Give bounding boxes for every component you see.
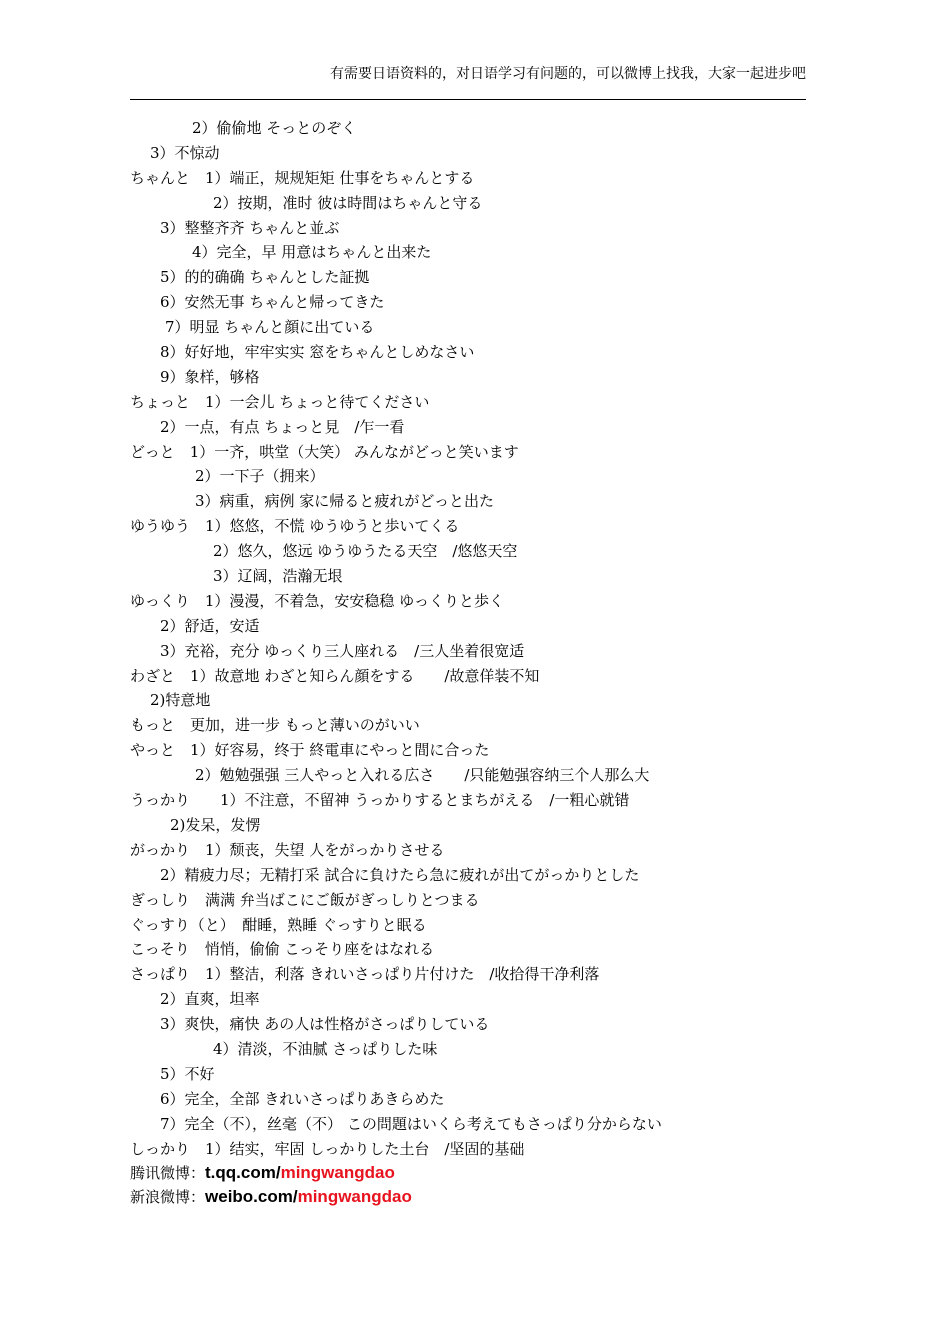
header-rule xyxy=(130,99,806,100)
entry-line: 2）按期，准时 彼は時間はちゃんと守る xyxy=(213,193,483,212)
entry-line: 3）爽快，痛快 あの人は性格がさっぱりしている xyxy=(160,1015,490,1034)
entry-line: 2）舒适，安适 xyxy=(160,616,260,635)
entry-line: 7）明显 ちゃんと顔に出ている xyxy=(165,318,375,337)
entry-line: ちょっと 1）一会儿 ちょっと待てください xyxy=(130,392,430,411)
entry-line: 6）安然无事 ちゃんと帰ってきた xyxy=(160,293,385,312)
entry-line: 3）整整齐齐 ちゃんと並ぶ xyxy=(160,218,340,237)
tencent-weibo-handle[interactable]: mingwangdao xyxy=(280,1163,395,1183)
tencent-weibo-line xyxy=(130,1161,810,1185)
entry-line: 5）的的确确 ちゃんとした証拠 xyxy=(160,268,370,287)
entry-line: 9）象样，够格 xyxy=(160,367,260,386)
header-note: 有需要日语资料的，对日语学习有问题的，可以微博上找我，大家一起进步吧 xyxy=(330,66,806,82)
entry-line: やっと 1）好容易，终于 終電車にやっと間に合った xyxy=(130,741,490,760)
entry-line: 4）清淡，不油腻 さっぱりした味 xyxy=(213,1039,438,1058)
entry-line: 2）悠久，悠远 ゆうゆうたる天空 /悠悠天空 xyxy=(213,542,518,561)
entry-line: 2）勉勉强强 三人やっと入れる広さ /只能勉强容纳三个人那么大 xyxy=(195,766,650,785)
sina-weibo-line xyxy=(130,1185,810,1209)
entry-line: 3）不惊动 xyxy=(150,143,220,162)
entry-line: ぎっしり 满满 弁当ばこにご飯がぎっしりとつまる xyxy=(130,890,480,909)
entry-line: さっぱり 1）整洁，利落 きれいさっぱり片付けた /收拾得干净利落 xyxy=(130,965,600,984)
entry-line: どっと 1）一齐，哄堂（大笑） みんながどっと笑います xyxy=(130,442,519,461)
entry-line: ゆうゆう 1）悠悠，不慌 ゆうゆうと歩いてくる xyxy=(130,517,460,536)
entry-line: 4）完全，早 用意はちゃんと出来た xyxy=(192,243,432,262)
entry-line: がっかり 1）颓丧，失望 人をがっかりさせる xyxy=(130,840,445,859)
sina-weibo-label: 新浪微博： xyxy=(130,1188,206,1207)
sina-weibo-domain[interactable]: weibo.com/ xyxy=(205,1187,298,1207)
entry-line: 3）病重，病例 家に帰ると疲れがどっと出た xyxy=(195,492,495,511)
entry-line: 6）完全，全部 きれいさっぱりあきらめた xyxy=(160,1089,445,1108)
entry-line: こっそり 悄悄，偷偷 こっそり座をはなれる xyxy=(130,940,435,959)
entry-line: 2）偷偷地 そっとのぞく xyxy=(192,119,357,137)
entry-line: もっと 更加，进一步 もっと薄いのがいい xyxy=(130,716,420,735)
tencent-weibo-label: 腾讯微博： xyxy=(130,1164,206,1183)
entry-line: うっかり 1）不注意，不留神 うっかりするとまちがえる /一粗心就错 xyxy=(130,791,630,810)
entry-line: 3）充裕，充分 ゆっくり三人座れる /三人坐着很宽适 xyxy=(160,641,525,660)
entry-line: ちゃんと 1）端正，规规矩矩 仕事をちゃんとする xyxy=(130,168,475,187)
entry-line: ぐっすり（と） 酣睡，熟睡 ぐっすりと眠る xyxy=(130,915,427,934)
entry-line: しっかり 1）结实，牢固 しっかりした土台 /坚固的基础 xyxy=(130,1139,525,1158)
entry-line: 7）完全（不），丝毫（不） この問題はいくら考えてもさっぱり分からない xyxy=(160,1114,662,1133)
entry-line: 2)发呆，发愣 xyxy=(170,815,261,834)
tencent-weibo-domain[interactable]: t.qq.com/ xyxy=(205,1163,281,1183)
entry-line: 8）好好地，牢牢实实 窓をちゃんとしめなさい xyxy=(160,343,475,362)
entry-line: 2）一点，有点 ちょっと見 /乍一看 xyxy=(160,417,405,436)
entry-line: 2)特意地 xyxy=(150,691,211,710)
entry-line: ゆっくり 1）漫漫，不着急，安安稳稳 ゆっくりと歩く xyxy=(130,591,505,610)
sina-weibo-handle[interactable]: mingwangdao xyxy=(297,1187,412,1207)
entry-line: わざと 1）故意地 わざと知らん顔をする /故意佯装不知 xyxy=(130,666,540,685)
entry-line: 5）不好 xyxy=(160,1064,215,1083)
entry-line: 2）直爽，坦率 xyxy=(160,990,260,1009)
entry-line: 2）一下子（拥来） xyxy=(195,467,325,486)
entry-line: 2）精疲力尽；无精打采 試合に負けたら急に疲れが出てがっかりとした xyxy=(160,865,640,884)
vocabulary-list xyxy=(130,116,810,1209)
entry-line: 3）辽阔，浩瀚无垠 xyxy=(213,567,343,586)
